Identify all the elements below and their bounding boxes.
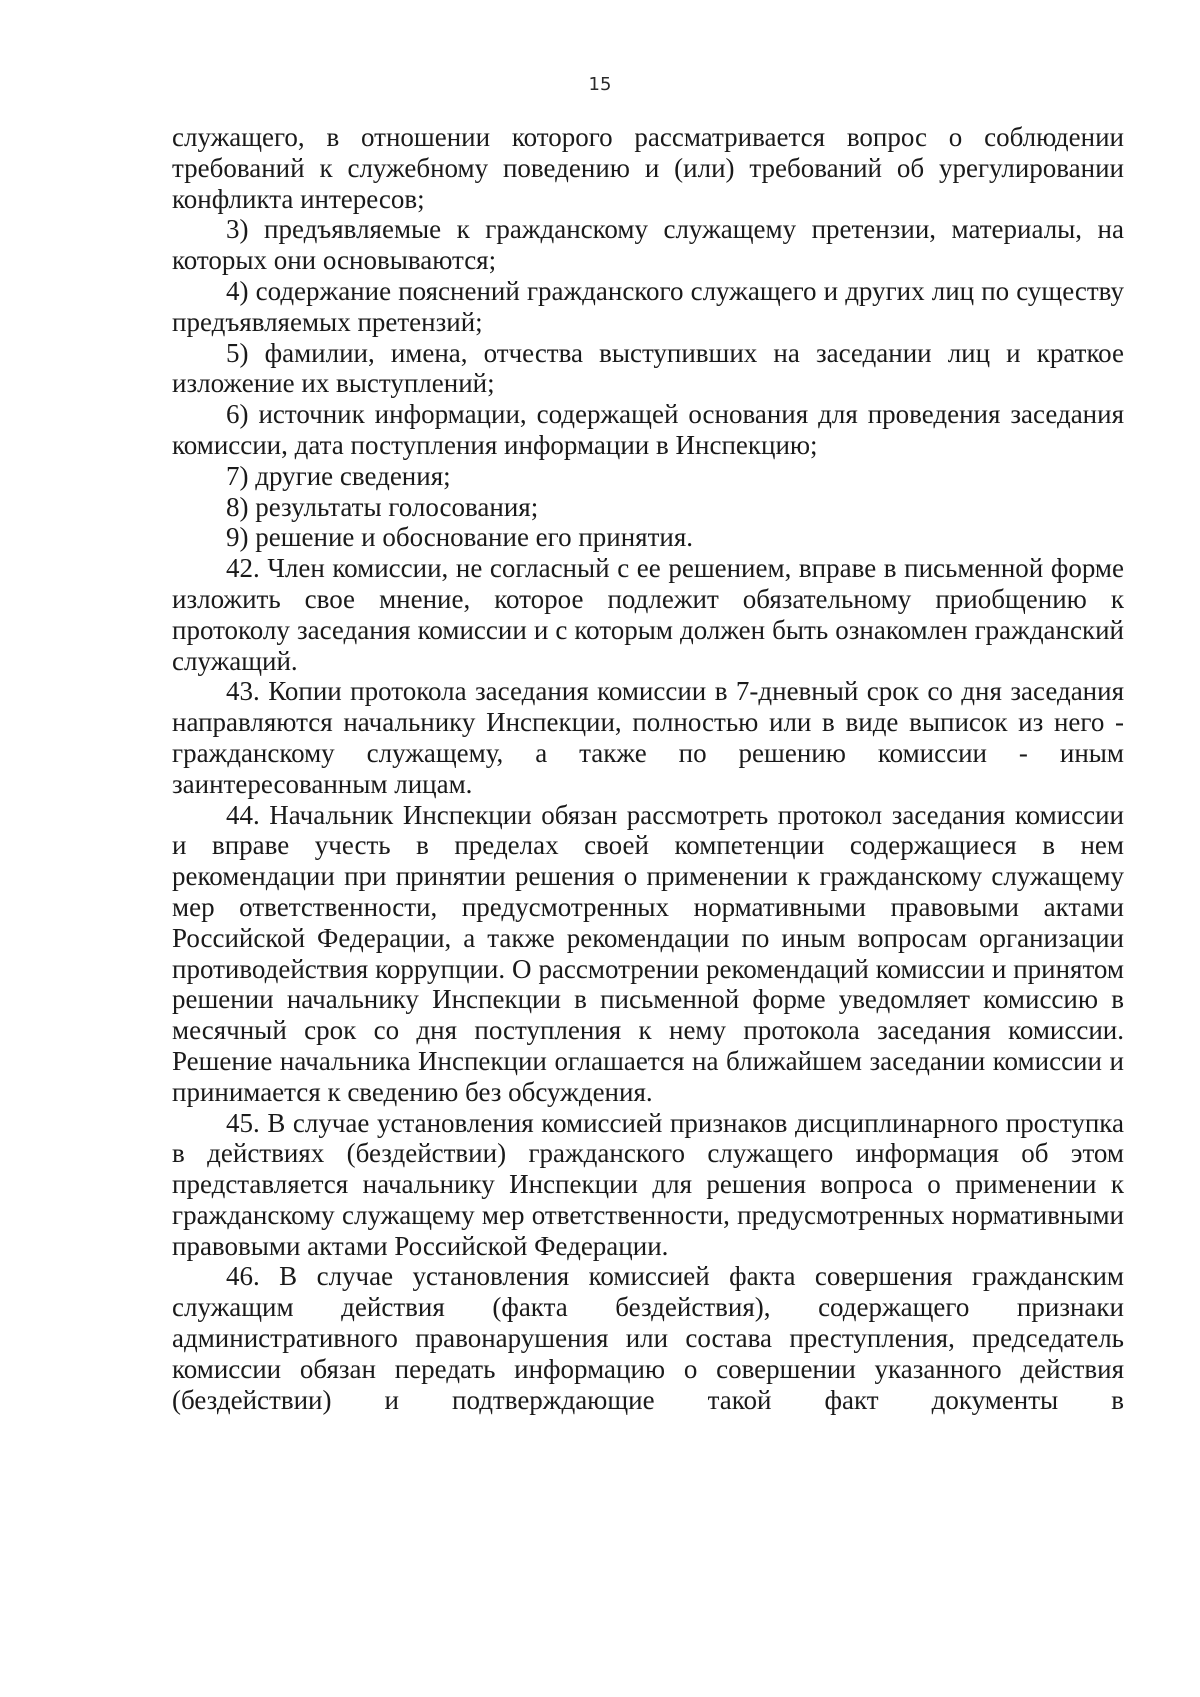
clause-46: 46. В случае установления комиссией факта совершения гражданским служащим действия (факта бездействия), содержащего признаки административного правонарушения или состава преступления, председатель комиссии обязан передать информацию о совершении указанного действия (бездействии) и подтверждающие такой факт документы в	[172, 1261, 1124, 1415]
clause-42: 42. Член комиссии, не согласный с ее решением, вправе в письменной форме изложить свое мнение, которое подлежит обязательному приобщению к протоколу заседания комиссии и с которым должен быть ознакомлен гражданский служащий.	[172, 553, 1124, 676]
clause-45: 45. В случае установления комиссией признаков дисциплинарного проступка в действиях (бездействии) гражданского служащего информация об этом представляется начальнику Инспекции для решения вопроса о применении к гражданскому служащему мер ответственности, предусмотренных нормативными правовыми актами Российской Федерации.	[172, 1107, 1124, 1261]
clause-44: 44. Начальник Инспекции обязан рассмотреть протокол заседания комиссии и вправе учесть в пределах своей компетенции содержащиеся в нем рекомендации при принятии решения о применении к гражданскому служащему мер ответственности, предусмотренных нормативными правовыми актами Российской Федерации, а также рекомендации по иным вопросам организации противодействия коррупции. О рассмотрении рекомендаций комиссии и принятом решении начальнику Инспекции в письменной форме уведомляет комиссию в месячный срок со дня поступления к нему протокола заседания комиссии. Решение начальника Инспекции оглашается на ближайшем заседании комиссии и принимается к сведению без обсуждения.	[172, 799, 1124, 1107]
page-number: 15	[588, 74, 612, 95]
list-item-8: 8) результаты голосования;	[226, 491, 539, 522]
list-item-9: 9) решение и обоснование его принятия.	[226, 522, 694, 553]
paragraph-continuation: служащего, в отношении которого рассматривается вопрос о соблюдении требований к служебному поведению и (или) требований об урегулировании конфликта интересов;	[172, 122, 1124, 214]
list-item-4: 4) содержание пояснений гражданского служащего и других лиц по существу предъявляемых претензий;	[172, 275, 1124, 337]
list-item-6: 6) источник информации, содержащей основания для проведения заседания комиссии, дата поступления информации в Инспекцию;	[172, 399, 1124, 460]
list-item-5: 5) фамилии, имена, отчества выступивших на заседании лиц и краткое изложение их выступлений;	[172, 337, 1124, 399]
list-item-7: 7) другие сведения;	[226, 460, 451, 491]
document-body	[172, 122, 1124, 1415]
clause-43: 43. Копии протокола заседания комиссии в 7-дневный срок со дня заседания направляются начальнику Инспекции, полностью или в виде выписок из него - гражданскому служащему, а также по решению комиссии - иным заинтересованным лицам.	[172, 676, 1124, 799]
list-item-3: 3) предъявляемые к гражданскому служащему претензии, материалы, на которых они основываются;	[172, 214, 1124, 276]
